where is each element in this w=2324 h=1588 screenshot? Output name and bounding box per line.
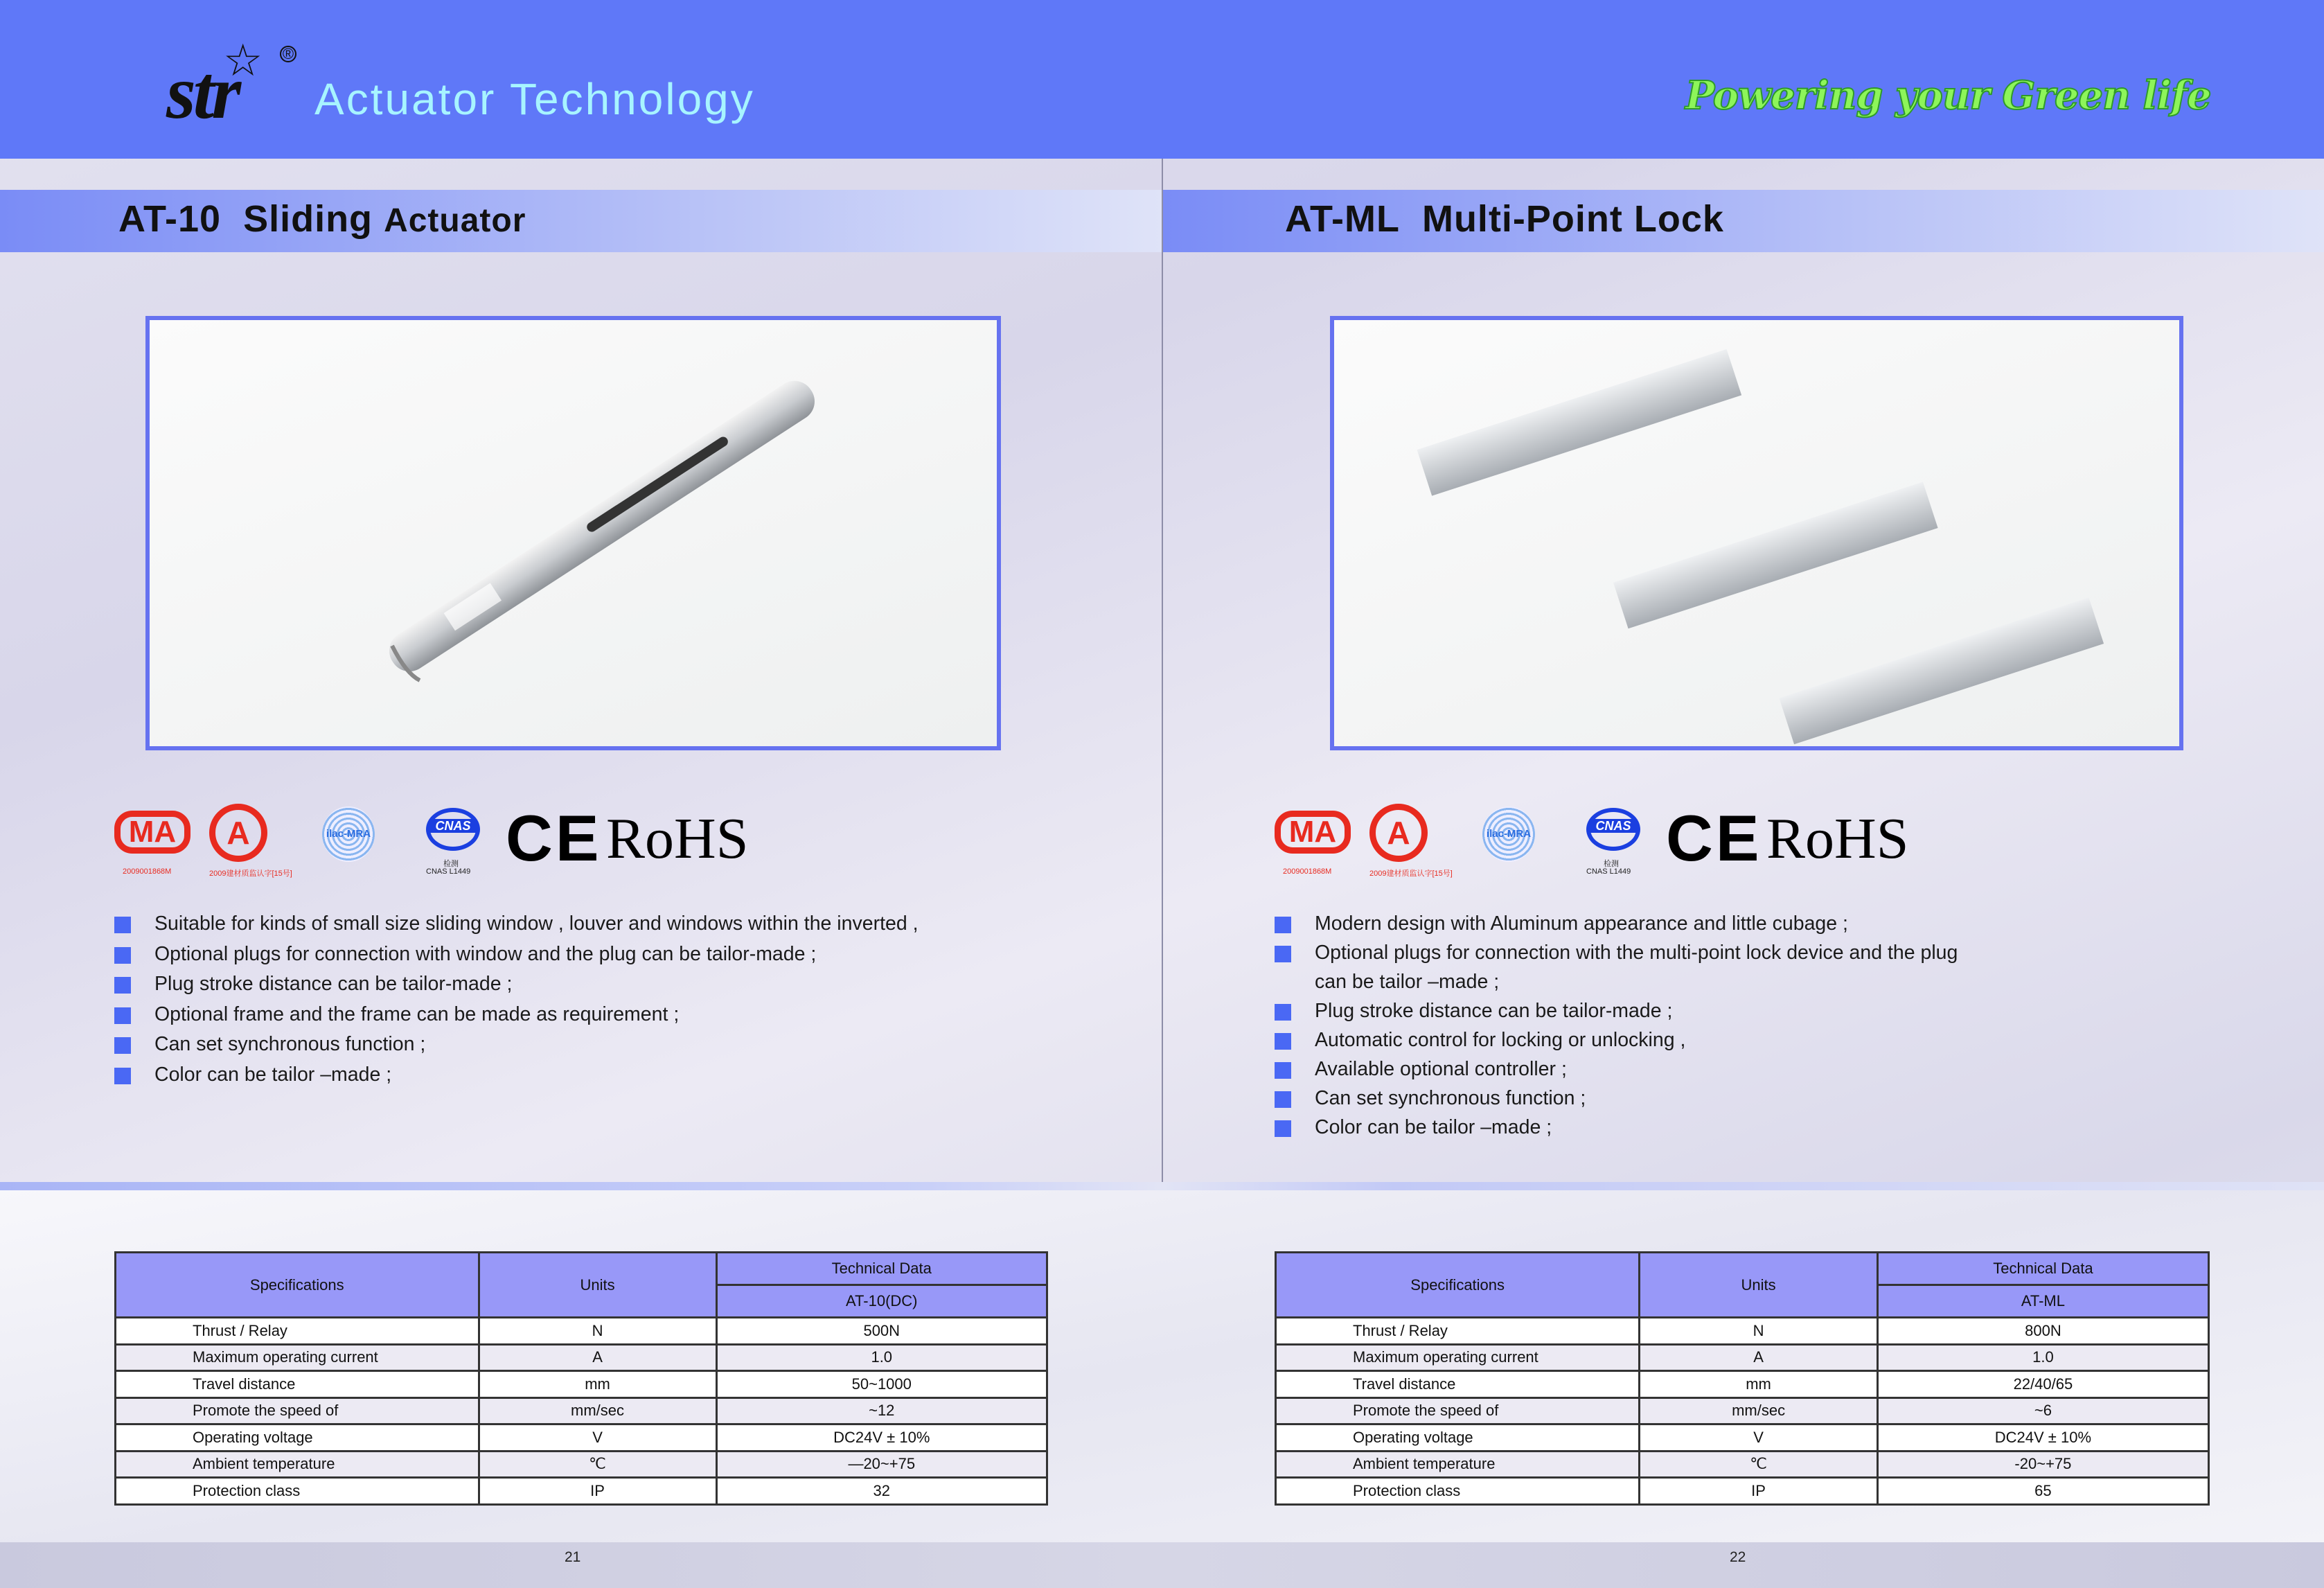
bullet-square-icon bbox=[1275, 1091, 1291, 1108]
table-row bbox=[1276, 1397, 2209, 1424]
cal-logo: A bbox=[1369, 804, 1428, 862]
feature-item: Suitable for kinds of small size sliding window , louver and windows within the inverted , bbox=[114, 909, 919, 939]
cal-code: 2009建材质监认字[15号] bbox=[1369, 870, 1453, 878]
cell-spec: Protection class bbox=[116, 1478, 479, 1505]
header-model: AT-10(DC) bbox=[716, 1285, 1047, 1318]
cell-spec: Operating voltage bbox=[116, 1424, 479, 1452]
cell-spec: Maximum operating current bbox=[116, 1344, 479, 1371]
feature-item-continued: can be tailor –made ; bbox=[1315, 971, 1500, 993]
feature-item: Plug stroke distance can be tailor-made ; bbox=[114, 969, 919, 1000]
cell-unit: ℃ bbox=[479, 1451, 716, 1478]
bullet-square-icon bbox=[1275, 1033, 1291, 1050]
cell-value: —20~+75 bbox=[716, 1451, 1047, 1478]
ce-mark: CE bbox=[1666, 802, 1762, 874]
cell-value: 32 bbox=[716, 1478, 1047, 1505]
table-row bbox=[1276, 1424, 2209, 1452]
header-units: Units bbox=[1640, 1253, 1877, 1318]
feature-item: Modern design with Aluminum appearance and little cubage ; bbox=[1275, 909, 1958, 938]
registered-mark: ® bbox=[280, 46, 296, 62]
feature-list-left bbox=[114, 909, 919, 1090]
page-title-right: AT-ML Multi-Point Lock bbox=[1285, 198, 1724, 240]
cell-unit: V bbox=[479, 1424, 716, 1452]
cell-spec: Thrust / Relay bbox=[116, 1318, 479, 1345]
cell-unit: N bbox=[479, 1318, 716, 1345]
cell-unit: mm bbox=[479, 1371, 716, 1398]
cell-unit: A bbox=[479, 1344, 716, 1371]
bullet-square-icon bbox=[1275, 1004, 1291, 1021]
cell-value: 800N bbox=[1877, 1318, 2208, 1345]
feature-item: Optional frame and the frame can be made as requirement ; bbox=[114, 1000, 919, 1030]
cell-value: ~12 bbox=[716, 1397, 1047, 1424]
table-row bbox=[116, 1478, 1047, 1505]
cnas-code: CNAS L1449 bbox=[1586, 867, 1631, 876]
footer-band bbox=[0, 1542, 2324, 1588]
bullet-square-icon bbox=[1275, 1120, 1291, 1137]
page-title-left: AT-10 Sliding Actuator bbox=[118, 198, 526, 240]
sliding-actuator-image bbox=[150, 320, 997, 746]
cal-code: 2009建材质监认字[15号] bbox=[209, 870, 292, 878]
cell-value: ~6 bbox=[1877, 1397, 2208, 1424]
cell-spec: Maximum operating current bbox=[1276, 1344, 1640, 1371]
feature-item: Plug stroke distance can be tailor-made ; bbox=[1275, 996, 1958, 1025]
cell-unit: V bbox=[1640, 1424, 1877, 1452]
ilac-mra-logo: ilac-MRA bbox=[322, 806, 375, 862]
bullet-square-icon bbox=[114, 917, 131, 933]
header-specifications: Specifications bbox=[1276, 1253, 1640, 1318]
rohs-mark: RoHS bbox=[1766, 806, 1909, 871]
cell-spec: Ambient temperature bbox=[1276, 1451, 1640, 1478]
table-row bbox=[116, 1344, 1047, 1371]
cell-spec: Travel distance bbox=[1276, 1371, 1640, 1398]
cell-value: 22/40/65 bbox=[1877, 1371, 2208, 1398]
cell-value: -20~+75 bbox=[1877, 1451, 2208, 1478]
cell-unit: IP bbox=[1640, 1478, 1877, 1505]
cell-unit: A bbox=[1640, 1344, 1877, 1371]
bullet-square-icon bbox=[114, 1068, 131, 1084]
cma-logo: MA bbox=[1275, 811, 1351, 854]
header-units: Units bbox=[479, 1253, 716, 1318]
section-divider-line bbox=[0, 1182, 2324, 1190]
cnas-logo: CNAS bbox=[426, 808, 480, 851]
rohs-mark: RoHS bbox=[606, 806, 749, 871]
feature-item: Optional plugs for connection with the multi-point lock device and the plug bbox=[1275, 938, 1958, 967]
feature-item: Optional plugs for connection with window and the plug can be tailor-made ; bbox=[114, 939, 919, 970]
cell-value: DC24V ± 10% bbox=[716, 1424, 1047, 1452]
bullet-square-icon bbox=[114, 947, 131, 964]
cell-value: 500N bbox=[716, 1318, 1047, 1345]
table-row bbox=[1276, 1451, 2209, 1478]
table-row bbox=[1276, 1344, 2209, 1371]
bullet-square-icon bbox=[1275, 1062, 1291, 1079]
cell-value: 50~1000 bbox=[716, 1371, 1047, 1398]
multi-point-lock-image bbox=[1334, 320, 2179, 746]
table-row bbox=[116, 1371, 1047, 1398]
product-image-atml bbox=[1330, 316, 2183, 750]
page-number-left: 21 bbox=[565, 1549, 581, 1565]
cal-logo: A bbox=[209, 804, 267, 862]
bullet-square-icon bbox=[114, 1037, 131, 1054]
table-row bbox=[116, 1318, 1047, 1345]
table-row bbox=[1276, 1371, 2209, 1398]
cell-spec: Travel distance bbox=[116, 1371, 479, 1398]
ilac-mra-logo: ilac-MRA bbox=[1482, 806, 1535, 862]
table-row bbox=[1276, 1318, 2209, 1345]
cell-spec: Protection class bbox=[1276, 1478, 1640, 1505]
cnas-code-cn: 检测 bbox=[443, 860, 459, 868]
table-row bbox=[116, 1397, 1047, 1424]
feature-list-right bbox=[1275, 909, 1958, 1142]
cell-value: 1.0 bbox=[716, 1344, 1047, 1371]
cell-spec: Ambient temperature bbox=[116, 1451, 479, 1478]
bullet-square-icon bbox=[114, 1007, 131, 1024]
page-number-right: 22 bbox=[1730, 1549, 1746, 1565]
feature-item: Can set synchronous function ; bbox=[1275, 1084, 1958, 1113]
cma-logo: MA bbox=[114, 811, 190, 854]
cell-value: DC24V ± 10% bbox=[1877, 1424, 2208, 1452]
cell-unit: mm/sec bbox=[479, 1397, 716, 1424]
header-specifications: Specifications bbox=[116, 1253, 479, 1318]
cell-value: 1.0 bbox=[1877, 1344, 2208, 1371]
feature-item: Color can be tailor –made ; bbox=[1275, 1113, 1958, 1142]
cell-value: 65 bbox=[1877, 1478, 2208, 1505]
bullet-square-icon bbox=[1275, 946, 1291, 962]
spec-table-left bbox=[114, 1251, 1048, 1506]
bullet-square-icon bbox=[114, 977, 131, 994]
header-band bbox=[0, 0, 2324, 159]
feature-item: Automatic control for locking or unlocking , bbox=[1275, 1025, 1958, 1055]
header-model: AT-ML bbox=[1877, 1285, 2208, 1318]
product-image-at10 bbox=[145, 316, 1001, 750]
cell-unit: mm bbox=[1640, 1371, 1877, 1398]
certification-logos-right bbox=[1275, 797, 1967, 880]
spec-table-right bbox=[1275, 1251, 2210, 1506]
cell-spec: Operating voltage bbox=[1276, 1424, 1640, 1452]
brand-title: Actuator Technology bbox=[314, 74, 755, 124]
table-row bbox=[116, 1451, 1047, 1478]
slogan: Powering your Green life bbox=[1685, 73, 2211, 118]
ce-mark: CE bbox=[506, 802, 602, 874]
str-logo: str bbox=[166, 50, 239, 134]
certification-logos-left bbox=[114, 797, 807, 880]
cell-spec: Promote the speed of bbox=[1276, 1397, 1640, 1424]
cell-unit: ℃ bbox=[1640, 1451, 1877, 1478]
cell-spec: Promote the speed of bbox=[116, 1397, 479, 1424]
cell-unit: N bbox=[1640, 1318, 1877, 1345]
cell-spec: Thrust / Relay bbox=[1276, 1318, 1640, 1345]
star-icon: ☆ bbox=[223, 35, 263, 85]
header-technical-data: Technical Data bbox=[1877, 1253, 2208, 1285]
feature-item: Can set synchronous function ; bbox=[114, 1030, 919, 1060]
header-technical-data: Technical Data bbox=[716, 1253, 1047, 1285]
cma-code: 2009001868M bbox=[123, 867, 172, 876]
cell-unit: mm/sec bbox=[1640, 1397, 1877, 1424]
bullet-square-icon bbox=[1275, 917, 1291, 933]
cnas-code: CNAS L1449 bbox=[426, 867, 471, 876]
feature-item: Available optional controller ; bbox=[1275, 1055, 1958, 1084]
cnas-logo: CNAS bbox=[1586, 808, 1640, 851]
cma-code: 2009001868M bbox=[1283, 867, 1332, 876]
cnas-code-cn: 检测 bbox=[1604, 860, 1619, 868]
table-row bbox=[1276, 1478, 2209, 1505]
cell-unit: IP bbox=[479, 1478, 716, 1505]
feature-item: Color can be tailor –made ; bbox=[114, 1060, 919, 1091]
table-row bbox=[116, 1424, 1047, 1452]
